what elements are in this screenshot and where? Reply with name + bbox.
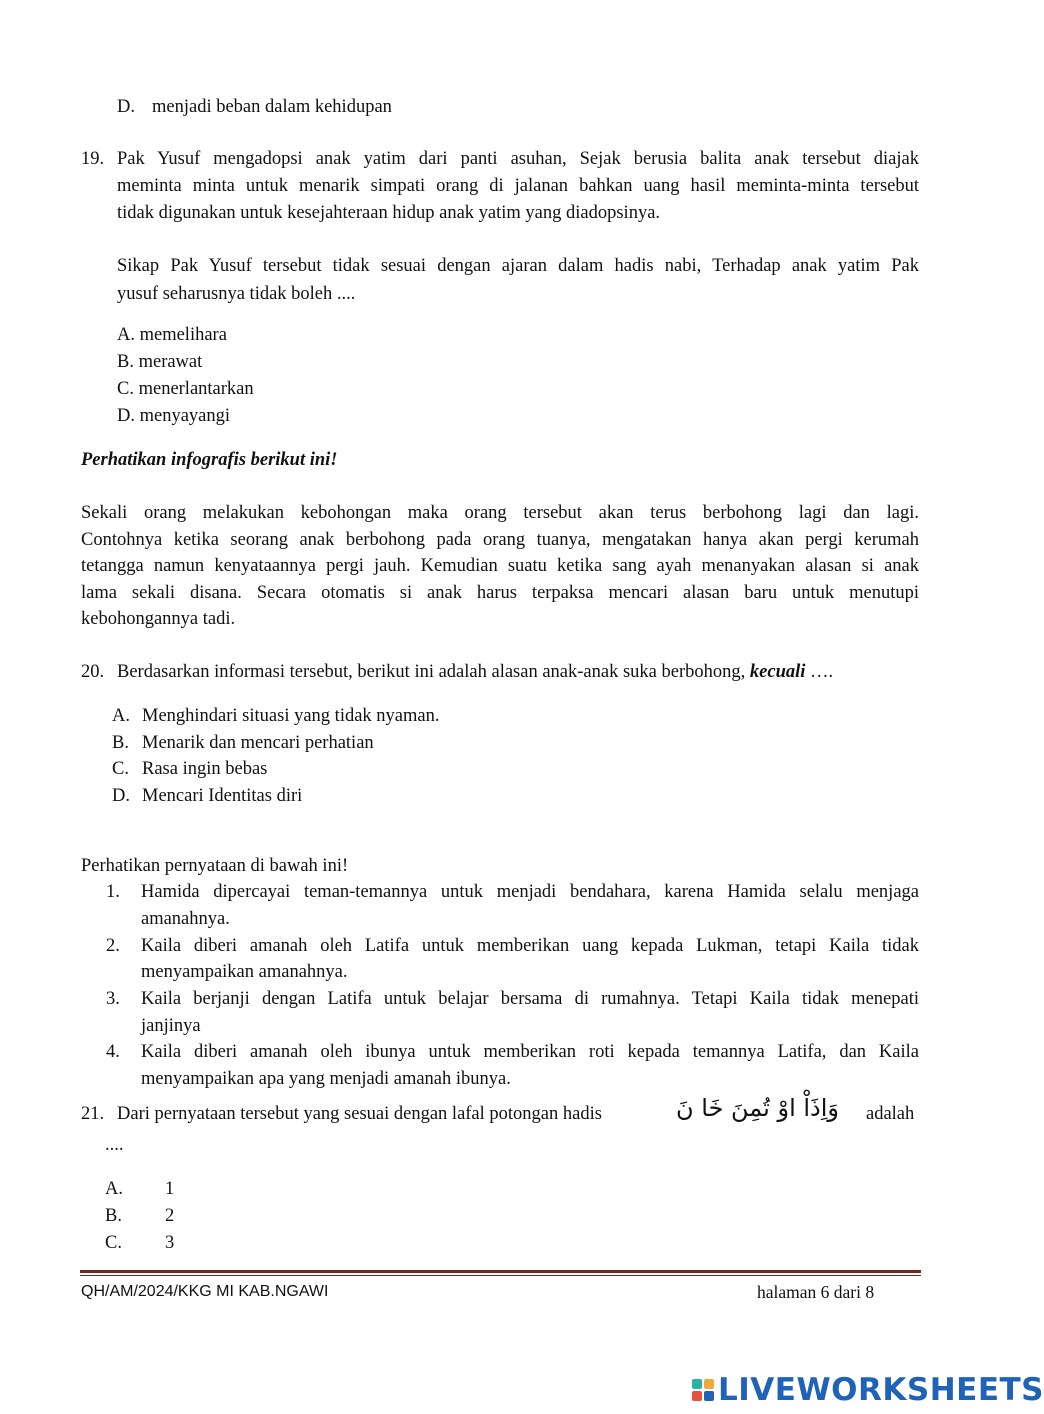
q20-text-after: ….: [805, 662, 834, 682]
q21-option-c-label[interactable]: C.: [105, 1233, 122, 1253]
logo-text: LIVEWORKSHEETS: [718, 1372, 1044, 1408]
statement-1-line-1: Hamida dipercayai teman-temannya untuk menjadi bendahara, karena Hamida selalu menjaga: [141, 882, 919, 902]
infographic-heading: Perhatikan infografis berikut ini!: [81, 450, 338, 470]
q21-option-b-value[interactable]: 2: [165, 1206, 175, 1226]
q21-end: adalah: [866, 1104, 915, 1124]
q21-option-c-value[interactable]: 3: [165, 1233, 175, 1253]
footer-code: QH/AM/2024/KKG MI KAB.NGAWI: [81, 1283, 329, 1300]
q19-line-3: tidak digunakan untuk kesejahteraan hidup anak yatim yang diadopsinya.: [117, 203, 661, 223]
q20-option-c-label[interactable]: C.: [112, 759, 129, 779]
infographic-line-2: Contohnya ketika seorang anak berbohong pada orang tuanya, mengatakan hanya akan pergi kerumah: [81, 530, 919, 550]
statement-number-2: 2.: [106, 936, 120, 956]
q19-option-b[interactable]: B. merawat: [117, 352, 203, 372]
statement-2-line-1: Kaila diberi amanah oleh Latifa untuk memberikan uang kepada Lukman, tetapi Kaila tidak: [141, 936, 919, 956]
q19-option-a[interactable]: A. memelihara: [117, 325, 227, 345]
infographic-line-5: kebohongannya tadi.: [81, 609, 236, 629]
q20-emphasis: kecuali: [749, 662, 806, 682]
q20-option-b-label[interactable]: B.: [112, 733, 129, 753]
statement-2-line-2: menyampaikan amanahnya.: [141, 962, 348, 982]
statement-1-line-2: amanahnya.: [141, 909, 230, 929]
q19-prompt-line-1: Sikap Pak Yusuf tersebut tidak sesuai dengan ajaran dalam hadis nabi, Terhadap anak yatim Pak: [117, 256, 919, 276]
liveworksheets-logo[interactable]: [692, 1372, 1044, 1408]
q20-option-a-label[interactable]: A.: [112, 706, 130, 726]
statement-number-4: 4.: [106, 1042, 120, 1062]
infographic-line-4: lama sekali disana. Secara otomatis si anak harus terpaksa mencari alasan baru untuk menutupi: [81, 583, 919, 603]
q20-text-before: Berdasarkan informasi tersebut, berikut ini adalah alasan anak-anak suka berbohong,: [117, 662, 750, 682]
question-number-21: 21.: [81, 1104, 105, 1124]
statement-4-line-1: Kaila diberi amanah oleh ibunya untuk memberikan roti kepada temannya Latifa, dan Kaila: [141, 1042, 919, 1062]
q21-continuation: ....: [105, 1135, 124, 1155]
q21-option-b-label[interactable]: B.: [105, 1206, 122, 1226]
infographic-line-1: Sekali orang melakukan kebohongan maka orang tersebut akan terus berbohong lagi dan lagi.: [81, 503, 919, 523]
footer-rule-thin: [80, 1275, 921, 1276]
q21-option-a-value[interactable]: 1: [165, 1179, 175, 1199]
q19-option-c[interactable]: C. menerlantarkan: [117, 379, 254, 399]
q20-text: [117, 659, 833, 685]
q21-text: Dari pernyataan tersebut yang sesuai dengan lafal potongan hadis: [117, 1104, 602, 1124]
option-text: menjadi beban dalam kehidupan: [152, 97, 392, 117]
option-label: D.: [117, 97, 135, 117]
statements-heading: Perhatikan pernyataan di bawah ini!: [81, 856, 349, 876]
question-number-20: 20.: [81, 662, 105, 682]
question-number-19: 19.: [81, 149, 105, 169]
statement-4-line-2: menyampaikan apa yang menjadi amanah ibunya.: [141, 1069, 511, 1089]
footer-rule-thick: [80, 1270, 921, 1273]
q20-option-d-text[interactable]: Mencari Identitas diri: [142, 786, 303, 806]
statement-number-3: 3.: [106, 989, 120, 1009]
statement-3-line-1: Kaila berjanji dengan Latifa untuk belajar bersama di rumahnya. Tetapi Kaila tidak menepati: [141, 989, 919, 1009]
q21-arabic-hadith: وَاِذَاْ اوْ تُمِنَ خَا نَ: [676, 1094, 839, 1122]
q19-option-d[interactable]: D. menyayangi: [117, 406, 231, 426]
q19-prompt-line-2: yusuf seharusnya tidak boleh ....: [117, 284, 356, 304]
statement-number-1: 1.: [106, 882, 120, 902]
q20-option-d-label[interactable]: D.: [112, 786, 130, 806]
q20-option-c-text[interactable]: Rasa ingin bebas: [142, 759, 268, 779]
page-number: halaman 6 dari 8: [757, 1282, 875, 1302]
infographic-line-3: tetangga namun kenyataannya pergi jauh. Kemudian suatu ketika sang ayah menanyakan alasan si anak: [81, 556, 919, 576]
q19-line-1: Pak Yusuf mengadopsi anak yatim dari panti asuhan, Sejak berusia balita anak tersebut diajak: [117, 149, 919, 169]
q20-option-b-text[interactable]: Menarik dan mencari perhatian: [142, 733, 374, 753]
statement-3-line-2: janjinya: [141, 1016, 201, 1036]
q19-line-2: meminta minta untuk menarik simpati orang di jalanan bahkan uang hasil meminta-minta tersebut: [117, 176, 919, 196]
q20-option-a-text[interactable]: Menghindari situasi yang tidak nyaman.: [142, 706, 440, 726]
logo-grid-icon: [692, 1379, 714, 1401]
q21-option-a-label[interactable]: A.: [105, 1179, 123, 1199]
